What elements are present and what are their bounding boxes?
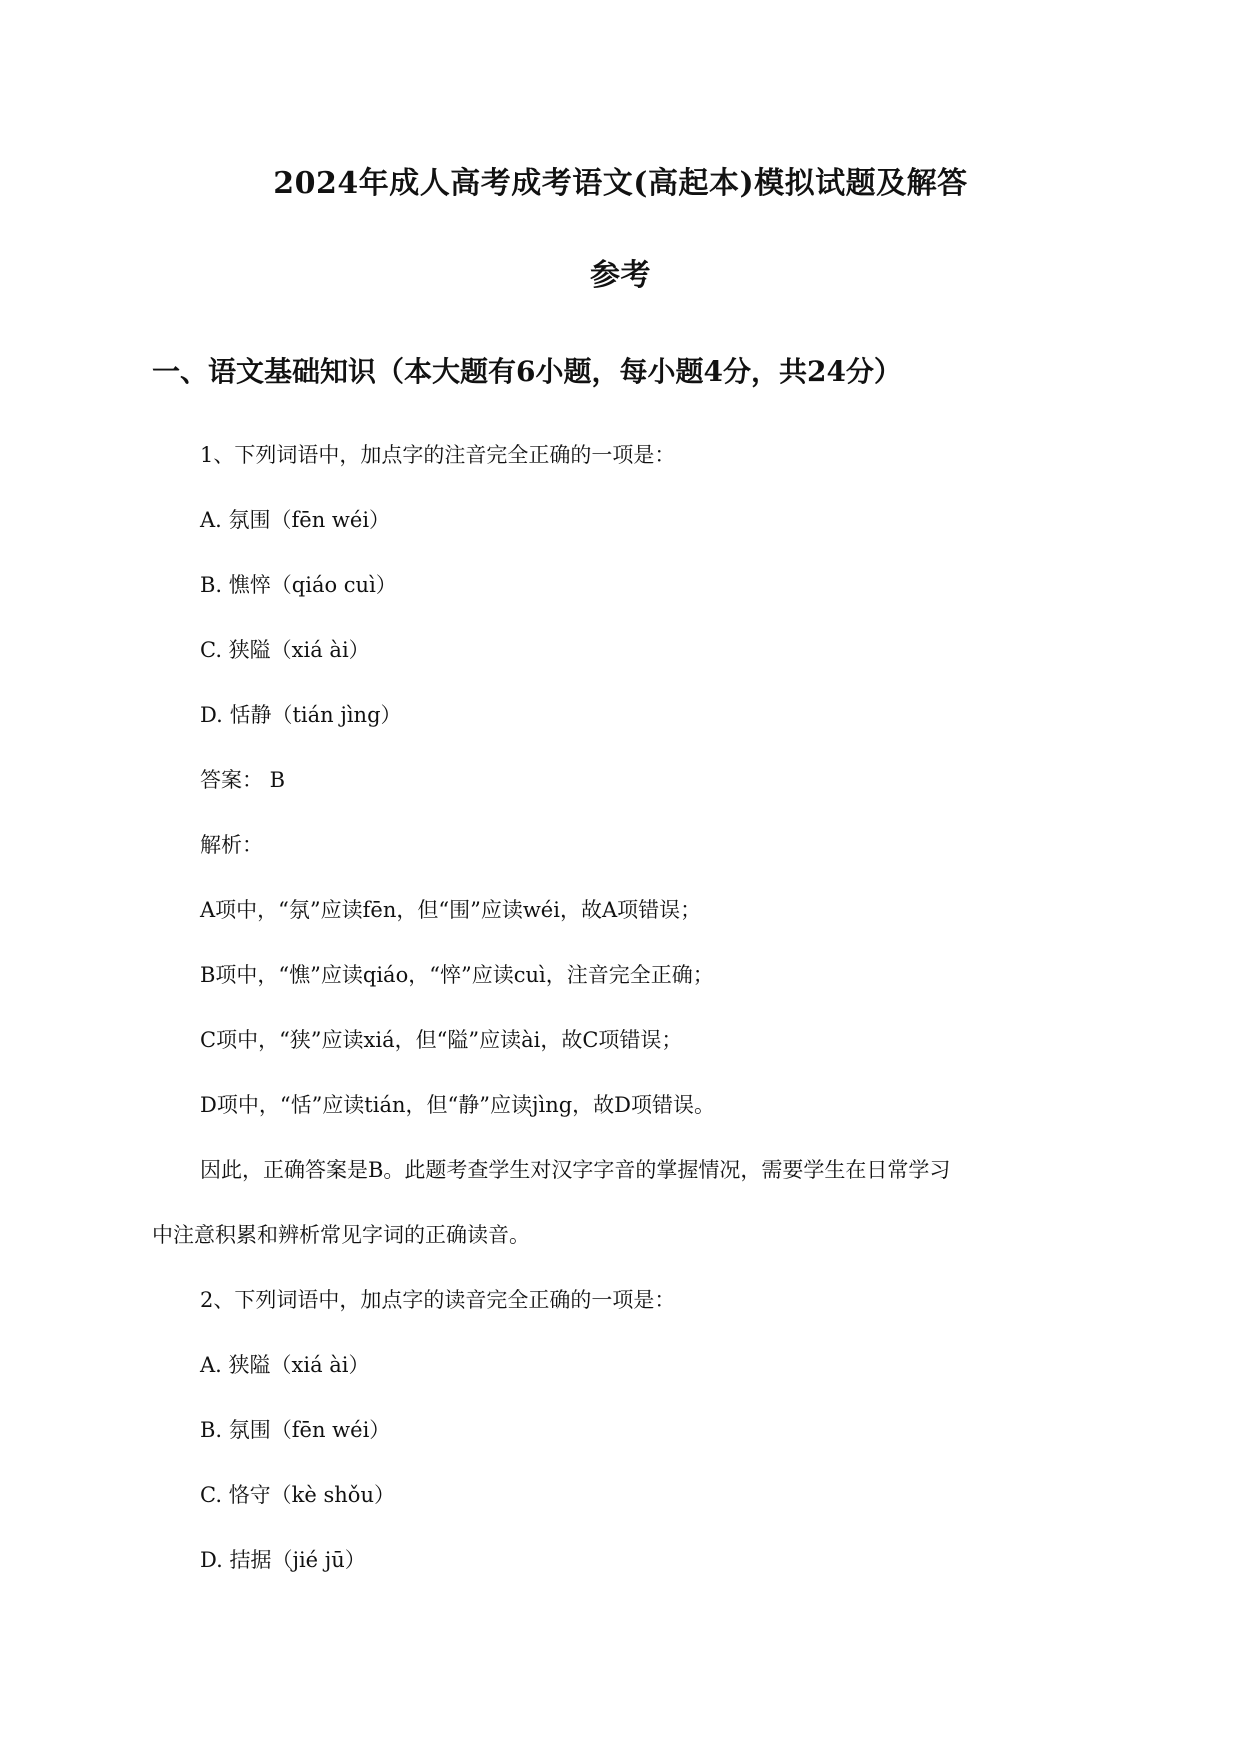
question-1-answer: 答案： B: [200, 768, 286, 792]
question-2-stem: 2、下列词语中，加点字的读音完全正确的一项是：: [200, 1288, 676, 1312]
question-2-option-b: B. 氛围（fēn wéi）: [200, 1418, 391, 1442]
question-2-option-c: C. 恪守（kè shǒu）: [200, 1483, 395, 1507]
question-1-conclusion-line1: 因此，正确答案是B。此题考查学生对汉字字音的掌握情况，需要学生在日常学习: [200, 1158, 951, 1182]
question-1-analysis-b: B项中，“憔”应读qiáo，“悴”应读cuì，注音完全正确；: [200, 963, 714, 987]
question-1-option-b: B. 憔悴（qiáo cuì）: [200, 573, 397, 597]
question-1-analysis-label: 解析：: [200, 833, 263, 857]
question-1-analysis-c: C项中，“狭”应读xiá，但“隘”应读ài，故C项错误；: [200, 1028, 683, 1052]
question-1-option-a: A. 氛围（fēn wéi）: [200, 508, 391, 532]
question-2-option-a: A. 狭隘（xiá ài）: [200, 1353, 370, 1377]
question-2-option-d: D. 拮据（jié jū）: [200, 1548, 366, 1572]
question-1-option-c: C. 狭隘（xiá ài）: [200, 638, 370, 662]
document-title-line1: 2024年成人高考成考语文(高起本)模拟试题及解答: [273, 166, 968, 201]
question-1-analysis-d: D项中，“恬”应读tián，但“静”应读jìng，故D项错误。: [200, 1093, 716, 1117]
question-1-option-d: D. 恬静（tián jìng）: [200, 703, 402, 727]
question-1-stem: 1、下列词语中，加点字的注音完全正确的一项是：: [200, 443, 676, 467]
question-1-conclusion-line2: 中注意积累和辨析常见字词的正确读音。: [152, 1223, 530, 1247]
document-title-line2: 参考: [590, 258, 651, 293]
section-heading: 一、语文基础知识（本大题有6小题，每小题4分，共24分）: [152, 355, 902, 388]
question-1-analysis-a: A项中，“氛”应读fēn，但“围”应读wéi，故A项错误；: [200, 898, 702, 922]
